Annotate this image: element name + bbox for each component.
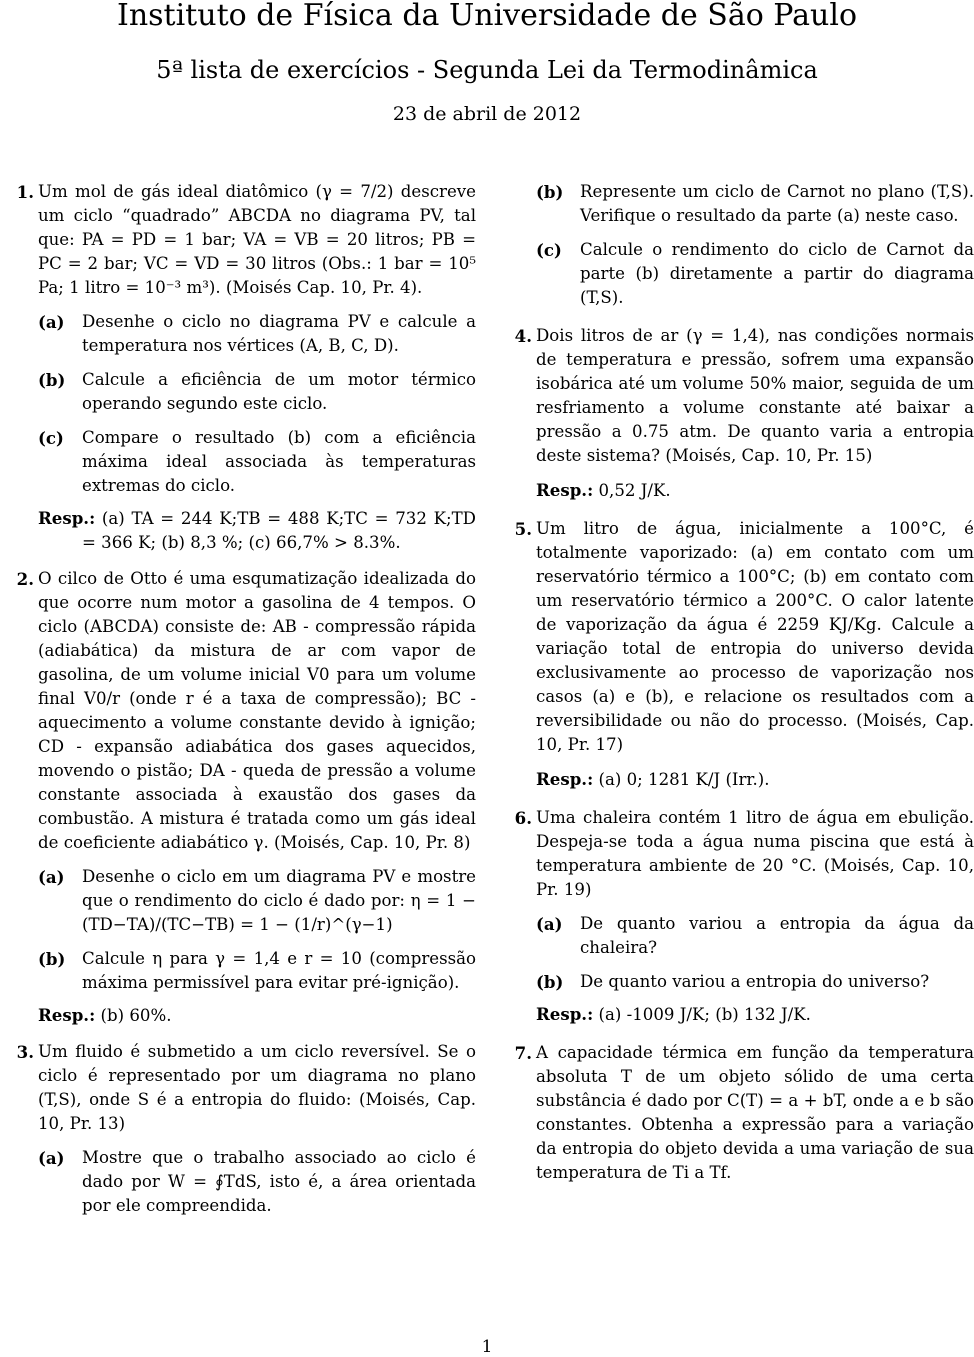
problem-number: 4. <box>514 326 532 346</box>
item-label: (a) <box>38 867 65 887</box>
problem-number: 7. <box>514 1043 532 1063</box>
problem-text: Um fluido é submetido a um ciclo reversível. Se o ciclo é representado por um diagrama no plano (T,S), onde S é a entropia do fluido: (Moisés, Cap. 10, Pr. 13) <box>38 1042 476 1133</box>
answer-text: (a) 0; 1281 K/J (Irr.). <box>598 770 770 789</box>
item-label: (c) <box>536 240 562 260</box>
item-label: (a) <box>38 312 65 332</box>
problem-1-item-c <box>0 426 476 498</box>
problem-7 <box>498 1041 974 1185</box>
institution-title: Instituto de Física da Universidade de São Paulo <box>116 0 858 33</box>
problem-3-item-c <box>498 238 974 310</box>
problem-number: 3. <box>16 1042 34 1062</box>
item-text: Mostre que o trabalho associado ao ciclo é dado por W = ∮TdS, isto é, a área orientada por ele compreendida. <box>82 1148 476 1215</box>
item-text: Calcule η para γ = 1,4 e r = 10 (compressão máxima permissível para evitar pré-ignição). <box>82 949 476 992</box>
answer-text: (a) TA = 244 K;TB = 488 K;TC = 732 K;TD = 366 K; (b) 8,3 %; (c) 66,7% > 8.3%. <box>82 509 476 552</box>
problem-number: 6. <box>514 808 532 828</box>
problem-4-answer <box>498 478 974 503</box>
problem-6-item-b <box>498 970 974 994</box>
item-label: (b) <box>536 972 564 992</box>
page-header <box>0 0 974 126</box>
problem-text: O cilco de Otto é uma esqumatização idealizada do que ocorre num motor a gasolina de 4 tempos. O ciclo (ABCDA) consiste de: AB - compressão rápida (adiabática) da mistura de ar com vapor de gasolina, de um volume inicial V0 para um volume final V0/r (onde r é a taxa de compressão); BC - aquecimento a volume constante devido à ignição; CD - expansão adiabática dos gases aquecidos, movendo o pistão; DA - queda de pressão a volume constante associada à exaustão dos gases da combustão. A mistura é tratada como um gás ideal de coeficiente adiabático γ. (Moisés, Cap. 10, Pr. 8) <box>38 569 476 852</box>
page-number: 1 <box>481 1337 493 1357</box>
item-text: De quanto variou a entropia do universo? <box>580 972 930 991</box>
answer-label: Resp.: <box>536 1004 594 1024</box>
problem-number: 5. <box>514 519 532 539</box>
item-label: (b) <box>38 370 66 390</box>
item-label: (c) <box>38 428 64 448</box>
problem-2-item-b <box>0 947 476 995</box>
problem-text: Dois litros de ar (γ = 1,4), nas condições normais de temperatura e pressão, sofrem uma expansão isobárica até um volume 50% maior, seguida de um resfriamento a volume constante até baixar a pressão a 0.75 atm. De quanto varia a entropia deste sistema? (Moisés, Cap. 10, Pr. 15) <box>536 326 974 465</box>
problem-1-answer <box>0 506 476 555</box>
problem-number: 1. <box>16 182 34 202</box>
item-text: Compare o resultado (b) com a eficiência máxima ideal associada às temperaturas extremas do ciclo. <box>82 428 476 495</box>
problem-2-item-a <box>0 865 476 937</box>
item-label: (a) <box>38 1148 65 1168</box>
answer-label: Resp.: <box>536 769 594 789</box>
answer-text: (b) 60%. <box>100 1006 172 1025</box>
item-text: Calcule o rendimento do ciclo de Carnot da parte (b) diretamente a partir do diagrama (T,S). <box>580 240 974 307</box>
problem-3 <box>0 1040 476 1136</box>
problem-6 <box>498 806 974 902</box>
item-text: De quanto variou a entropia da água da chaleira? <box>580 914 974 957</box>
problem-text: Uma chaleira contém 1 litro de água em ebulição. Despeja-se toda a água numa piscina que está à temperatura ambiente de 20 °C. (Moisés, Cap. 10, Pr. 19) <box>536 808 974 899</box>
problem-text: Um mol de gás ideal diatômico (γ = 7/2) descreve um ciclo “quadrado” ABCDA no diagrama PV, tal que: PA = PD = 1 bar; VA = VB = 20 litros; PB = PC = 2 bar; VC = VD = 30 litros (Obs.: 1 bar = 10⁵ Pa; 1 litro = 10⁻³ m³). (Moisés Cap. 10, Pr. 4). <box>38 182 476 297</box>
problem-text: A capacidade térmica em função da temperatura absoluta T de um objeto sólido de uma certa substância é dado por C(T) = a + bT, onde a e b são constantes. Obtenha a expressão para a variação da entropia do objeto devida a uma variação de sua temperatura de Ti a Tf. <box>536 1043 974 1182</box>
problem-6-answer <box>498 1002 974 1027</box>
problem-5 <box>498 517 974 757</box>
item-text: Calcule a eficiência de um motor térmico operando segundo este ciclo. <box>82 370 476 413</box>
list-date: 23 de abril de 2012 <box>392 103 582 125</box>
item-label: (b) <box>536 182 564 202</box>
answer-text: (a) -1009 J/K; (b) 132 J/K. <box>598 1005 811 1024</box>
answer-text: 0,52 J/K. <box>598 481 671 500</box>
left-column <box>0 180 476 1218</box>
problem-text: Um litro de água, inicialmente a 100°C, é totalmente vaporizado: (a) em contato com um reservatório térmico a 100°C; (b) em contato com um reservatório térmico a 200°C. O calor latente de vaporização da água é 2259 KJ/Kg. Calcule a variação total de entropia do universo devida exclusivamente ao processo de vaporização nos casos (a) e (b), e relacione os resultados com a reversibilidade ou não do processo. (Moisés, Cap. 10, Pr. 17) <box>536 519 974 754</box>
problem-4 <box>498 324 974 468</box>
problem-3-item-b <box>498 180 974 228</box>
problem-1-item-a <box>0 310 476 358</box>
problem-1 <box>0 180 476 300</box>
item-label: (a) <box>536 914 563 934</box>
problem-number: 2. <box>16 569 34 589</box>
answer-label: Resp.: <box>536 480 594 500</box>
problem-5-answer <box>498 767 974 792</box>
right-column <box>498 180 974 1195</box>
item-text: Desenhe o ciclo em um diagrama PV e mostre que o rendimento do ciclo é dado por: η = 1 − (TD−TA)/(TC−TB) = 1 − (1/r)^(γ−1) <box>82 867 476 934</box>
problem-1-item-b <box>0 368 476 416</box>
item-text: Desenhe o ciclo no diagrama PV e calcule a temperatura nos vértices (A, B, C, D). <box>82 312 476 355</box>
answer-label: Resp.: <box>38 508 96 528</box>
item-text: Represente um ciclo de Carnot no plano (T,S). Verifique o resultado da parte (a) neste caso. <box>580 182 974 225</box>
problem-2-answer <box>0 1003 476 1028</box>
item-label: (b) <box>38 949 66 969</box>
problem-3-item-a <box>0 1146 476 1218</box>
list-subtitle: 5ª lista de exercícios - Segunda Lei da Termodinâmica <box>156 56 818 84</box>
answer-label: Resp.: <box>38 1005 96 1025</box>
problem-6-item-a <box>498 912 974 960</box>
problem-2 <box>0 567 476 855</box>
